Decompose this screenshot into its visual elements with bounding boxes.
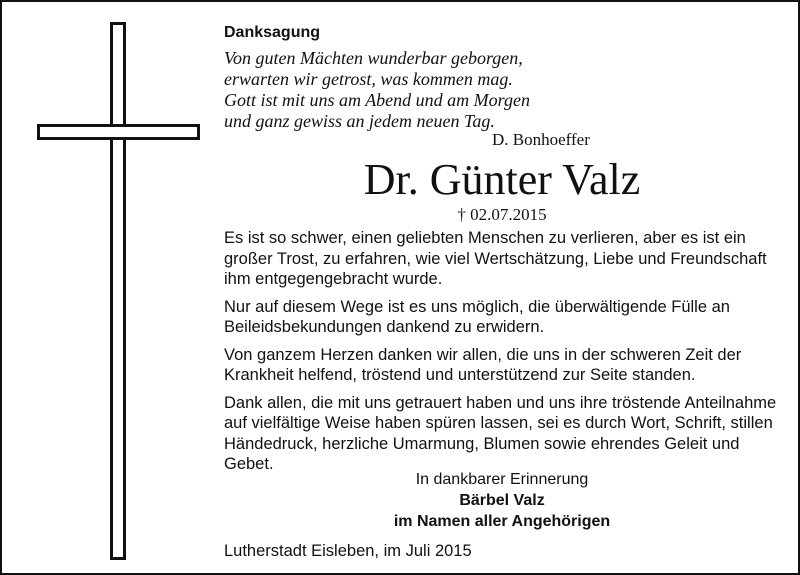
poem-line: und ganz gewiss an jedem neuen Tag. xyxy=(224,111,495,131)
cross-vertical-beam xyxy=(110,22,126,560)
poem-line: erwarten wir getrost, was kommen mag. xyxy=(224,69,513,89)
signer-name: Bärbel Valz xyxy=(459,492,545,509)
deceased-name: Dr. Günter Valz xyxy=(363,155,641,204)
poem-line: Gott ist mit uns am Abend und am Morgen xyxy=(224,90,530,110)
body-paragraph: Es ist so schwer, einen geliebten Menschen zu verlieren, aber es ist ein großer Trost, zu erfahren, wie viel Wertschätzung, Liebe und Freundschaft ihm entgegengebracht wurde. xyxy=(224,229,767,288)
place-date: Lutherstadt Eisleben, im Juli 2015 xyxy=(224,542,472,560)
signer-note: im Namen aller Angehörigen xyxy=(393,513,611,530)
death-date: † 02.07.2015 xyxy=(457,205,547,224)
poem-author: D. Bonhoeffer xyxy=(492,130,590,149)
body-paragraph: Nur auf diesem Wege ist es uns möglich, die überwältigende Fülle an Beileidsbekundungen dankend zu erwidern. xyxy=(224,297,730,336)
body-paragraph: Dank allen, die mit uns getrauert haben und uns ihre tröstende Anteilnahme auf vielfältige Weise haben spüren lassen, sei es durch Wort, Schrift, stillen Händedruck, herzliche Umarmung, Blumen sowie ehrendes Geleit und Gebet. xyxy=(224,393,777,473)
notice-body xyxy=(224,228,784,482)
poem-line: Von guten Mächten wunderbar geborgen, xyxy=(224,48,523,68)
poem xyxy=(224,48,530,132)
body-paragraph: Von ganzem Herzen danken wir allen, die uns in der schweren Zeit der Krankheit helfend, tröstend und unterstützend zur Seite standen. xyxy=(224,345,742,384)
cross-intersection xyxy=(113,127,123,137)
closing-line: In dankbarer Erinnerung xyxy=(415,471,589,488)
closing-signature xyxy=(224,469,780,532)
notice-heading: Danksagung xyxy=(224,24,321,41)
